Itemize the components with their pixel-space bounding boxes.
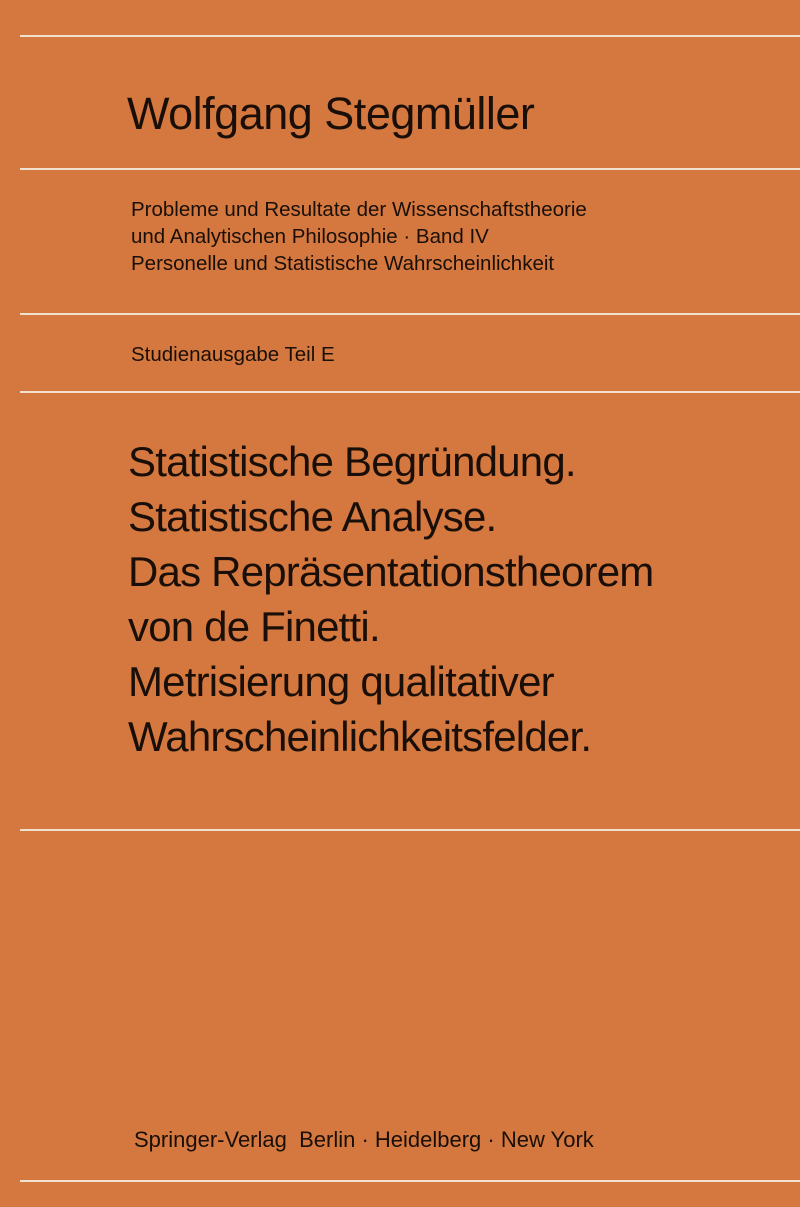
bottom-divider: [20, 1180, 800, 1182]
series-line: und Analytischen Philosophie · Band IV: [131, 225, 489, 248]
title-line: Wahrscheinlichkeitsfelder.: [128, 713, 592, 760]
author-name: Wolfgang Stegmüller: [127, 88, 535, 139]
title-line: Das Repräsentationstheorem: [128, 548, 654, 595]
series-line: Personelle und Statistische Wahrscheinlichkeit: [131, 252, 555, 275]
title-line: Statistische Begründung.: [128, 438, 576, 485]
publisher-imprint: Springer-Verlag Berlin · Heidelberg · New York: [134, 1127, 594, 1152]
title-divider: [20, 829, 800, 831]
edition-divider: [20, 391, 800, 393]
edition-label: Studienausgabe Teil E: [131, 343, 335, 366]
title-line: Statistische Analyse.: [128, 493, 497, 540]
series-divider: [20, 313, 800, 315]
top-divider: [20, 35, 800, 37]
author-divider: [20, 168, 800, 170]
series-line: Probleme und Resultate der Wissenschaftstheorie: [131, 198, 587, 221]
series-info: [131, 196, 587, 277]
title-line: von de Finetti.: [128, 603, 380, 650]
book-title: [128, 434, 654, 764]
title-line: Metrisierung qualitativer: [128, 658, 554, 705]
